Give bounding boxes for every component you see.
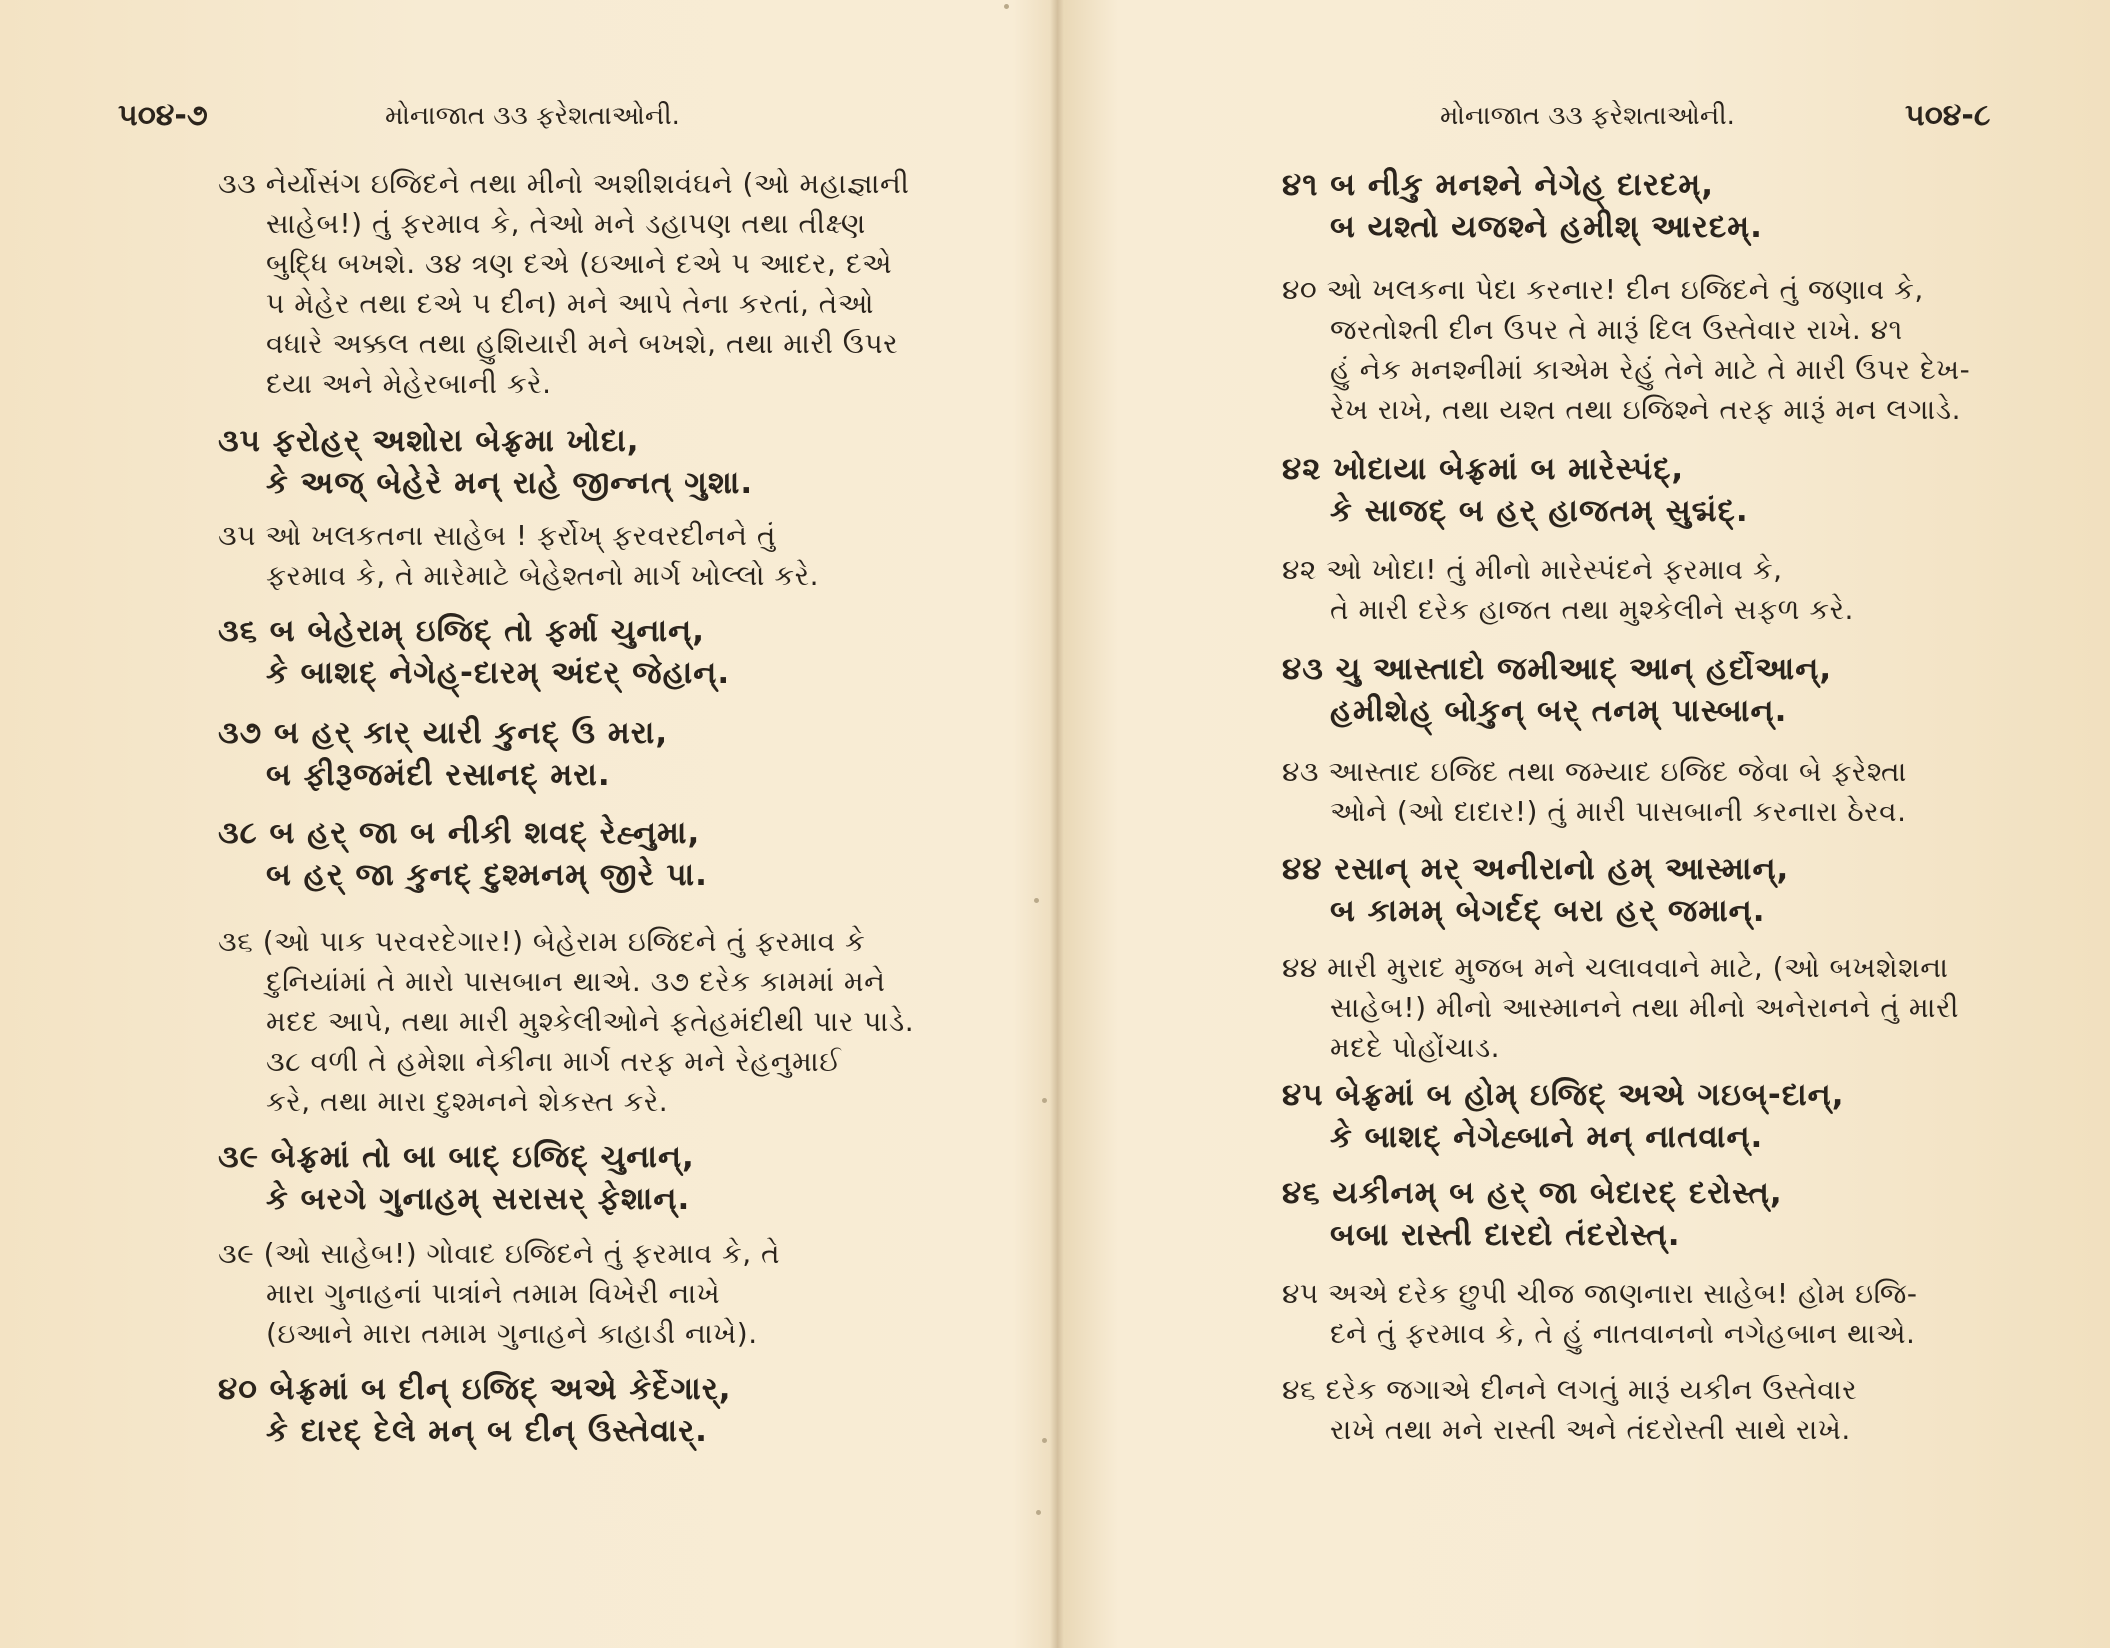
prose-46 [1282, 1370, 1857, 1450]
verse-45 [1282, 1074, 1845, 1158]
verse-line: ૪૪ રસાન્ મર્ અનીરાનો હમ્ આસ્માન્, [1282, 851, 1790, 887]
prose-line: ૩૮ વળી તે હમેશા નેકીના માર્ગ તરફ મને રેહનુમાઈ [266, 1045, 842, 1078]
prose-line: ૪૩ આસ્તાદ ઇજિદ તથા જમ્યાદ ઇજિદ જેવા બે ફરેશ્તા [1282, 755, 1907, 788]
prose-40 [1282, 270, 1970, 430]
verse-line: બ હર્ જા કુનદ્ દુશ્મનમ્ જીરે પા. [266, 857, 708, 893]
verse-38 [218, 812, 708, 896]
prose-line: ૫ મેહેર તથા દએ ૫ દીન) મને આપે તેના કરતાં, તેઓ [266, 287, 874, 320]
prose-line: ૩૫ ઓ ખલકતના સાહેબ ! ફર્રોખ્ ફરવરદીનને તું [218, 519, 776, 552]
prose-33 [218, 164, 909, 404]
verse-line: ૩૯ બેફ્રમાં તો બા બાદ્ ઇજિદ્ ચુનાન્, [218, 1139, 695, 1175]
verse-line: કે બાશદ્ નેગેહ્-દારમ્ અંદર્ જેહાન્. [266, 655, 731, 691]
prose-line: મદદ આપે, તથા મારી મુશ્કેલીઓને ફતેહમંદીથી પાર પાડે. [266, 1005, 915, 1038]
binding-hole [1042, 1438, 1047, 1443]
prose-39 [218, 1234, 780, 1354]
prose-line: ૪૪ મારી મુરાદ મુજબ મને ચલાવવાને માટે, (ઓ બખશેશના [1282, 951, 1949, 984]
verse-40 [218, 1368, 732, 1452]
prose-line: મારા ગુનાહનાં પાત્રાંને તમામ વિખેરી નાખે [266, 1277, 721, 1310]
prose-44 [1282, 948, 1959, 1068]
prose-line: ૪૫ અએ દરેક છુપી ચીજ જાણનારા સાહેબ! હોમ ઇજિ- [1282, 1277, 1918, 1310]
prose-line: ૩૩ નેર્યોસંગ ઇજિદને તથા મીનો અશીશવંઘને (ઓ મહાજ્ઞાની [218, 167, 910, 200]
prose-42 [1282, 550, 1854, 630]
prose-line: (ઇઆને મારા તમામ ગુનાહને કાહાડી નાખે). [266, 1317, 758, 1350]
prose-line: જરતોશ્તી દીન ઉપર તે મારૂં દિલ ઉસ્તેવાર રાખે. ૪૧ [1330, 313, 1903, 346]
verse-35 [218, 420, 753, 504]
prose-line: રાખે તથા મને રાસ્તી અને તંદરોસ્તી સાથે રાખે. [1330, 1413, 1851, 1446]
page-header-title: મોનાજાત ૩૩ ફરેશતાઓની. [1440, 101, 1735, 131]
prose-line: રેખ રાખે, તથા યશ્ત તથા ઇજિશ્ને તરફ મારૂં મન લગાડે. [1330, 393, 1962, 426]
binding-hole [1036, 1510, 1041, 1515]
right-page [1062, 0, 2110, 1648]
prose-line: ઓને (ઓ દાદાર!) તું મારી પાસબાની કરનારા ઠેરવ. [1330, 795, 1907, 828]
prose-line: ૪૨ ઓ ખોદા! તું મીનો મારેસ્પંદને ફરમાવ કે, [1282, 553, 1783, 586]
prose-line: વધારે અક્કલ તથા હુશિયારી મને બખશે, તથા મારી ઉપર [266, 327, 899, 360]
prose-line: ૩૯ (ઓ સાહેબ!) ગોવાદ ઇજિદને તું ફરમાવ કે, તે [218, 1237, 781, 1270]
verse-line: બબા રાસ્તી દારદો તંદરોસ્ત્. [1330, 1217, 1681, 1253]
prose-line: તે મારી દરેક હાજત તથા મુશ્કેલીને સફળ કરે. [1330, 593, 1854, 626]
page-number: ૫૦૪-૭ [118, 98, 208, 133]
prose-43 [1282, 752, 1907, 832]
prose-line: દુનિયાંમાં તે મારો પાસબાન થાએ. ૩૭ દરેક કામમાં મને [266, 965, 886, 998]
prose-line: સાહેબ!) મીનો આસ્માનને તથા મીનો અનેરાનને તું મારી [1330, 991, 1960, 1024]
verse-line: ૩૫ ફરોહર્ અશોરા બેફ્રમા ખોદા, [218, 423, 640, 459]
verse-line: ૩૭ બ હર્ કાર્ યારી કુનદ્ ઉ મરા, [218, 715, 669, 751]
prose-line: મદદે પોહોંચાડ. [1330, 1031, 1501, 1064]
verse-line: હમીશેહ્ બોકુન્ બર્ તનમ્ પાસ્બાન્. [1330, 693, 1788, 729]
verse-46 [1282, 1172, 1783, 1256]
verse-line: ૪૬ યકીનમ્ બ હર્ જા બેદારદ્ દરોસ્ત્, [1282, 1175, 1783, 1211]
verse-42 [1282, 448, 1749, 532]
left-page [0, 0, 1050, 1648]
page-number: ૫૦૪-૮ [1905, 98, 1991, 133]
prose-line: સાહેબ!) તું ફરમાવ કે, તેઓ મને ડહાપણ તથા તીક્ષ્ણ [266, 207, 866, 240]
verse-line: કે બરગે ગુનાહમ્ સરાસર્ ફેશાન્. [266, 1181, 691, 1217]
verse-line: બ યશ્તો યજશ્ને હમીશ્ આરદમ્. [1330, 209, 1763, 245]
prose-line: હું નેક મનશ્નીમાં કાએમ રેહું તેને માટે તે મારી ઉપર દેખ- [1330, 353, 1971, 386]
prose-line: દને તું ફરમાવ કે, તે હું નાતવાનનો નગેહબાન થાએ. [1330, 1317, 1916, 1350]
verse-line: કે અજ્ બેહેરે મન્ રાહે જીન્નત્ ગુશા. [266, 465, 754, 501]
prose-line: ૩૬ (ઓ પાક પરવરદેગાર!) બેહેરામ ઇજિદને તું ફરમાવ કે [218, 925, 866, 958]
verse-41 [1282, 164, 1763, 248]
verse-line: બ ફીરૂજમંદી રસાનદ્ મરા. [266, 757, 611, 793]
verse-37 [218, 712, 668, 796]
binding-hole [1034, 898, 1039, 903]
verse-line: ૪૧ બ નીકુ મનશ્ને નેગેહ્ દારદમ્, [1282, 167, 1714, 203]
prose-line: કરે, તથા મારા દુશ્મનને શેકસ્ત કરે. [266, 1085, 669, 1118]
binding-hole [1004, 4, 1009, 9]
verse-36 [218, 610, 730, 694]
verse-line: કે બાશદ્ નેગેહ્બાને મન્ નાતવાન્. [1330, 1119, 1764, 1155]
verse-44 [1282, 848, 1789, 932]
prose-36 [218, 922, 914, 1122]
binding-hole [1042, 1098, 1047, 1103]
verse-line: ૪૩ ચુ આસ્તાદો જમીઆદ્ આન્ હર્દોઆન્, [1282, 651, 1833, 687]
verse-line: કે દારદ્ દેલે મન્ બ દીન્ ઉસ્તેવાર્. [266, 1413, 708, 1449]
verse-line: ૩૮ બ હર્ જા બ નીકી શવદ્ રેહ્નુમા, [218, 815, 701, 851]
verse-43 [1282, 648, 1832, 732]
verse-line: ૩૬ બ બેહેરામ્ ઇજિદ્ તો ફર્મા ચુનાન્, [218, 613, 705, 649]
prose-line: ૪૦ ઓ ખલકના પેદા કરનાર! દીન ઇજિદને તું જણાવ કે, [1282, 273, 1924, 306]
verse-line: ૪૦ બેફ્રમાં બ દીન્ ઇજિદ્ અએ કેર્દેગાર્, [218, 1371, 732, 1407]
prose-45 [1282, 1274, 1918, 1354]
prose-line: બુદ્ધિ બખશે. ૩૪ ત્રણ દએ (ઇઆને દએ ૫ આદર, દએ [266, 247, 893, 280]
verse-39 [218, 1136, 695, 1220]
prose-line: ફરમાવ કે, તે મારેમાટે બેહેશ્તનો માર્ગ ખોલ્લો કરે. [266, 559, 820, 592]
verse-line: કે સાજદ્ બ હર્ હાજતમ્ સુદ્મંદ્. [1330, 493, 1749, 529]
prose-35 [218, 516, 819, 596]
prose-line: ૪૬ દરેક જગાએ દીનને લગતું મારૂં યકીન ઉસ્તેવાર [1282, 1373, 1858, 1406]
verse-line: ૪૫ બેફ્રમાં બ હોમ્ ઇજિદ્ અએ ગઇબ્-દાન્, [1282, 1077, 1845, 1113]
page-header-title: મોનાજાત ૩૩ ફરેશતાઓની. [385, 101, 680, 131]
verse-line: બ કામમ્ બેગર્દદ્ બરા હર્ જમાન્. [1330, 893, 1766, 929]
verse-line: ૪૨ ખોદાયા બેફ્રમાં બ મારેસ્પંદ્, [1282, 451, 1685, 487]
prose-line: દયા અને મેહેરબાની કરે. [266, 367, 552, 400]
